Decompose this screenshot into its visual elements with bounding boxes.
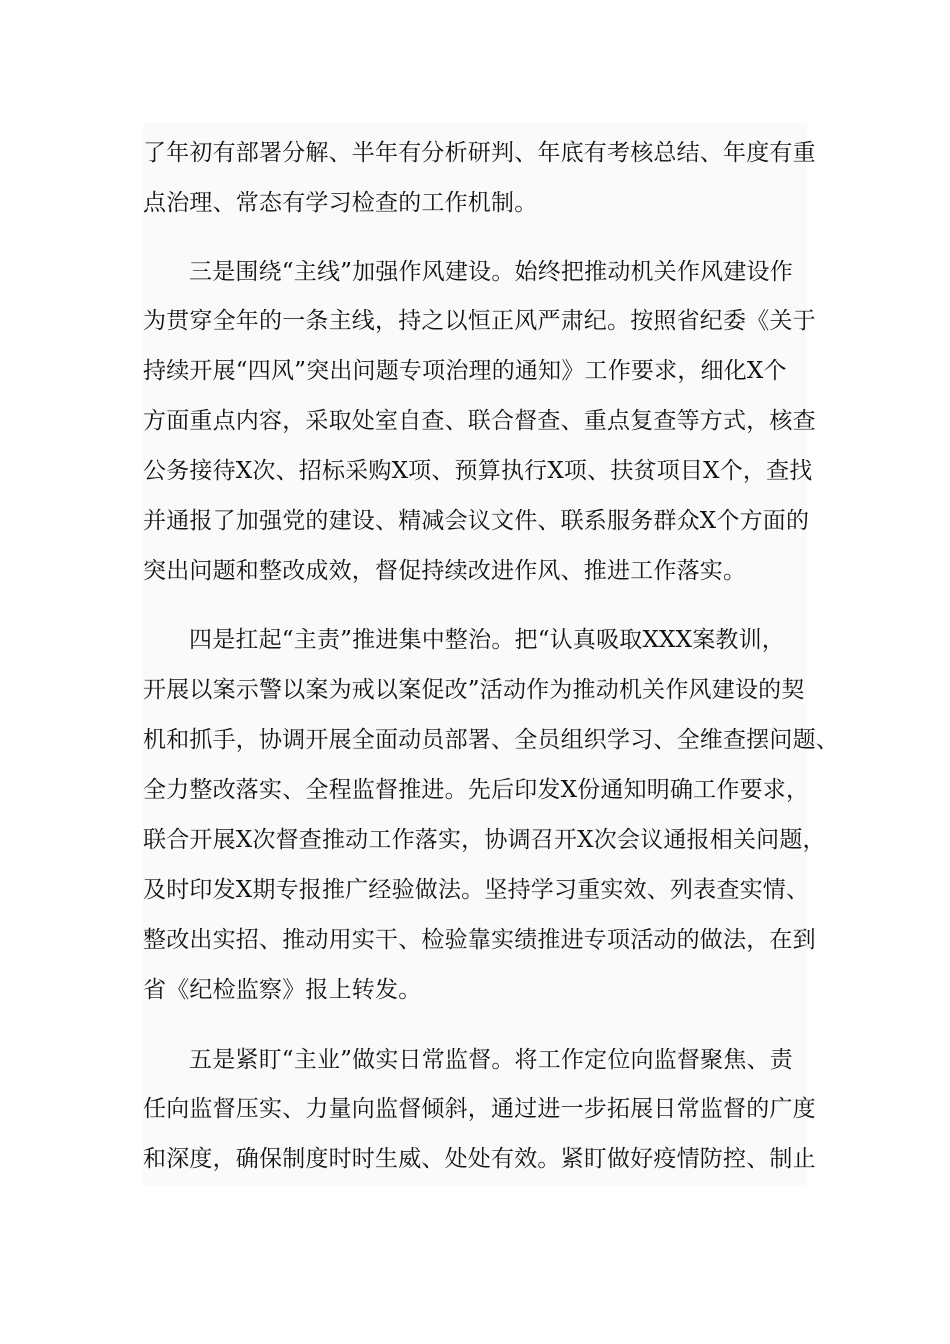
text-line: 及时印发X期专报推广经验做法。坚持学习重实效、列表查实情、 <box>143 877 810 903</box>
document-body <box>143 123 839 1185</box>
text-line: 和深度，确保制度时时生威、处处有效。紧盯做好疫情防控、制止 <box>143 1146 816 1172</box>
paragraph-start-line: 五是紧盯“主业”做实日常监督。将工作定位向监督聚焦、责 <box>189 1047 793 1073</box>
text-line: 点治理、常态有学习检查的工作机制。 <box>143 190 538 216</box>
text-line: 方面重点内容，采取处室自查、联合督查、重点复查等方式，核查 <box>143 408 816 434</box>
text-line: 并通报了加强党的建设、精减会议文件、联系服务群众X个方面的 <box>143 508 810 534</box>
text-line: 全力整改落实、全程监督推进。先后印发X份通知明确工作要求， <box>143 777 810 803</box>
text-line: 公务接待X次、招标采购X项、预算执行X项、扶贫项目X个，查找 <box>143 458 813 484</box>
text-line: 任向监督压实、力量向监督倾斜，通过进一步拓展日常监督的广度 <box>143 1096 816 1122</box>
text-line: 开展以案示警以案为戒以案促改”活动作为推动机关作风建设的契 <box>143 677 805 703</box>
text-line: 为贯穿全年的一条主线，持之以恒正风严肃纪。按照省纪委《关于 <box>143 308 816 334</box>
paragraph-start-line: 四是扛起“主责”推进集中整治。把“认真吸取XXX案教训， <box>189 627 785 653</box>
paragraph-start-line: 三是围绕“主线”加强作风建设。始终把推动机关作风建设作 <box>189 259 793 285</box>
text-line: 机和抓手，协调开展全面动员部署、全员组织学习、全维查摆问题、 <box>143 727 839 753</box>
text-line: 联合开展X次督查推动工作落实，协调召开X次会议通报相关问题， <box>143 827 826 853</box>
text-line: 了年初有部署分解、半年有分析研判、年底有考核总结、年度有重 <box>143 140 816 166</box>
text-line: 持续开展“四风”突出问题专项治理的通知》工作要求，细化X个 <box>143 358 787 384</box>
text-line: 省《纪检监察》报上转发。 <box>143 977 422 1003</box>
text-line: 突出问题和整改成效，督促持续改进作风、推进工作落实。 <box>143 558 747 584</box>
text-line: 整改出实招、推动用实干、检验靠实绩推进专项活动的做法，在到 <box>143 927 816 953</box>
